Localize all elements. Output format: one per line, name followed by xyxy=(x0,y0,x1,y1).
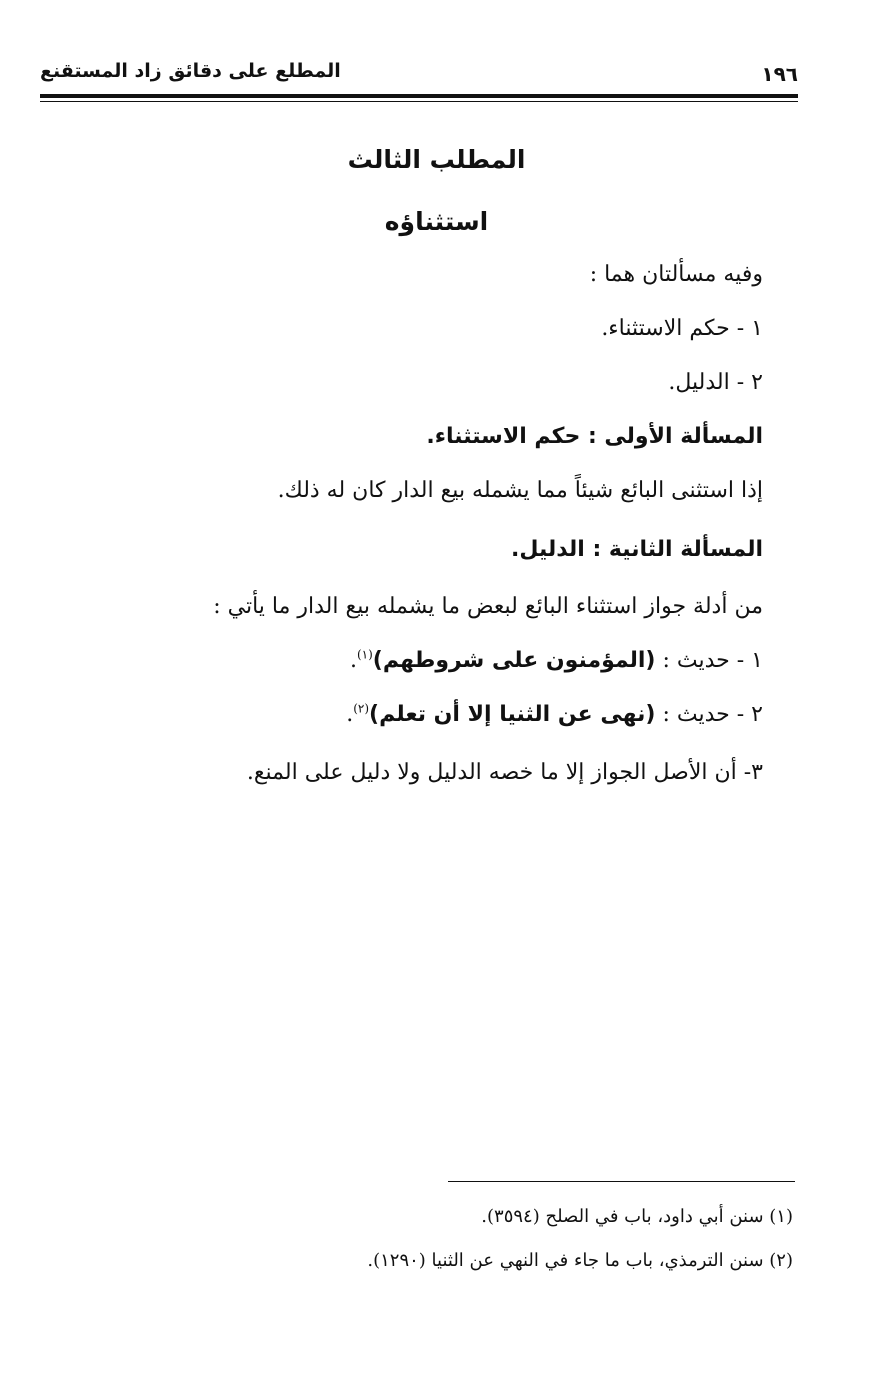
footnote-separator xyxy=(448,1181,795,1182)
question-2-intro: من أدلة جواز استثناء البائع لبعض ما يشمله بيع الدار ما يأتي : xyxy=(213,594,763,619)
footnote-ref-1[interactable]: (١) xyxy=(356,647,373,662)
header-rule-thin xyxy=(40,101,798,102)
evidence-1-hadith: (المؤمنون على شروطهم) xyxy=(372,648,656,673)
evidence-2-prefix: ٢ - حديث : xyxy=(655,702,763,727)
page-number: ١٩٦ xyxy=(761,62,798,86)
question-2-heading: المسألة الثانية : الدليل. xyxy=(511,537,763,562)
evidence-2-hadith: (نهى عن الثنيا إلا أن تعلم) xyxy=(369,702,656,727)
evidence-1-prefix: ١ - حديث : xyxy=(655,648,763,673)
footnote-ref-2[interactable]: (٢) xyxy=(353,701,370,716)
intro-line: وفيه مسألتان هما : xyxy=(589,262,763,287)
evidence-1: ١ - حديث : (المؤمنون على شروطهم)$^{(١)}$. xyxy=(349,647,763,673)
list-item-1: ١ - حكم الاستثناء. xyxy=(601,316,763,341)
section-heading: المطلب الثالث xyxy=(347,145,526,174)
evidence-3: ٣- أن الأصل الجواز إلا ما خصه الدليل ولا دليل على المنع. xyxy=(246,760,763,785)
list-item-2: ٢ - الدليل. xyxy=(668,370,763,395)
question-1-text: إذا استثنى البائع شيئاً مما يشمله بيع الدار كان له ذلك. xyxy=(277,478,763,503)
page-header xyxy=(40,58,798,92)
question-1-heading: المسألة الأولى : حكم الاستثناء. xyxy=(426,424,763,449)
running-title: المطلع على دقائق زاد المستقنع xyxy=(40,60,341,82)
footnote-2: (٢) سنن الترمذي، باب ما جاء في النهي عن الثنيا (١٢٩٠). xyxy=(367,1250,793,1271)
header-rule-thick xyxy=(40,94,798,98)
subject-heading: استثناؤه xyxy=(384,207,489,236)
evidence-2: ٢ - حديث : (نهى عن الثنيا إلا أن تعلم)$^{(٢)}$. xyxy=(346,701,763,727)
footnote-1: (١) سنن أبي داود، باب في الصلح (٣٥٩٤). xyxy=(481,1206,793,1227)
